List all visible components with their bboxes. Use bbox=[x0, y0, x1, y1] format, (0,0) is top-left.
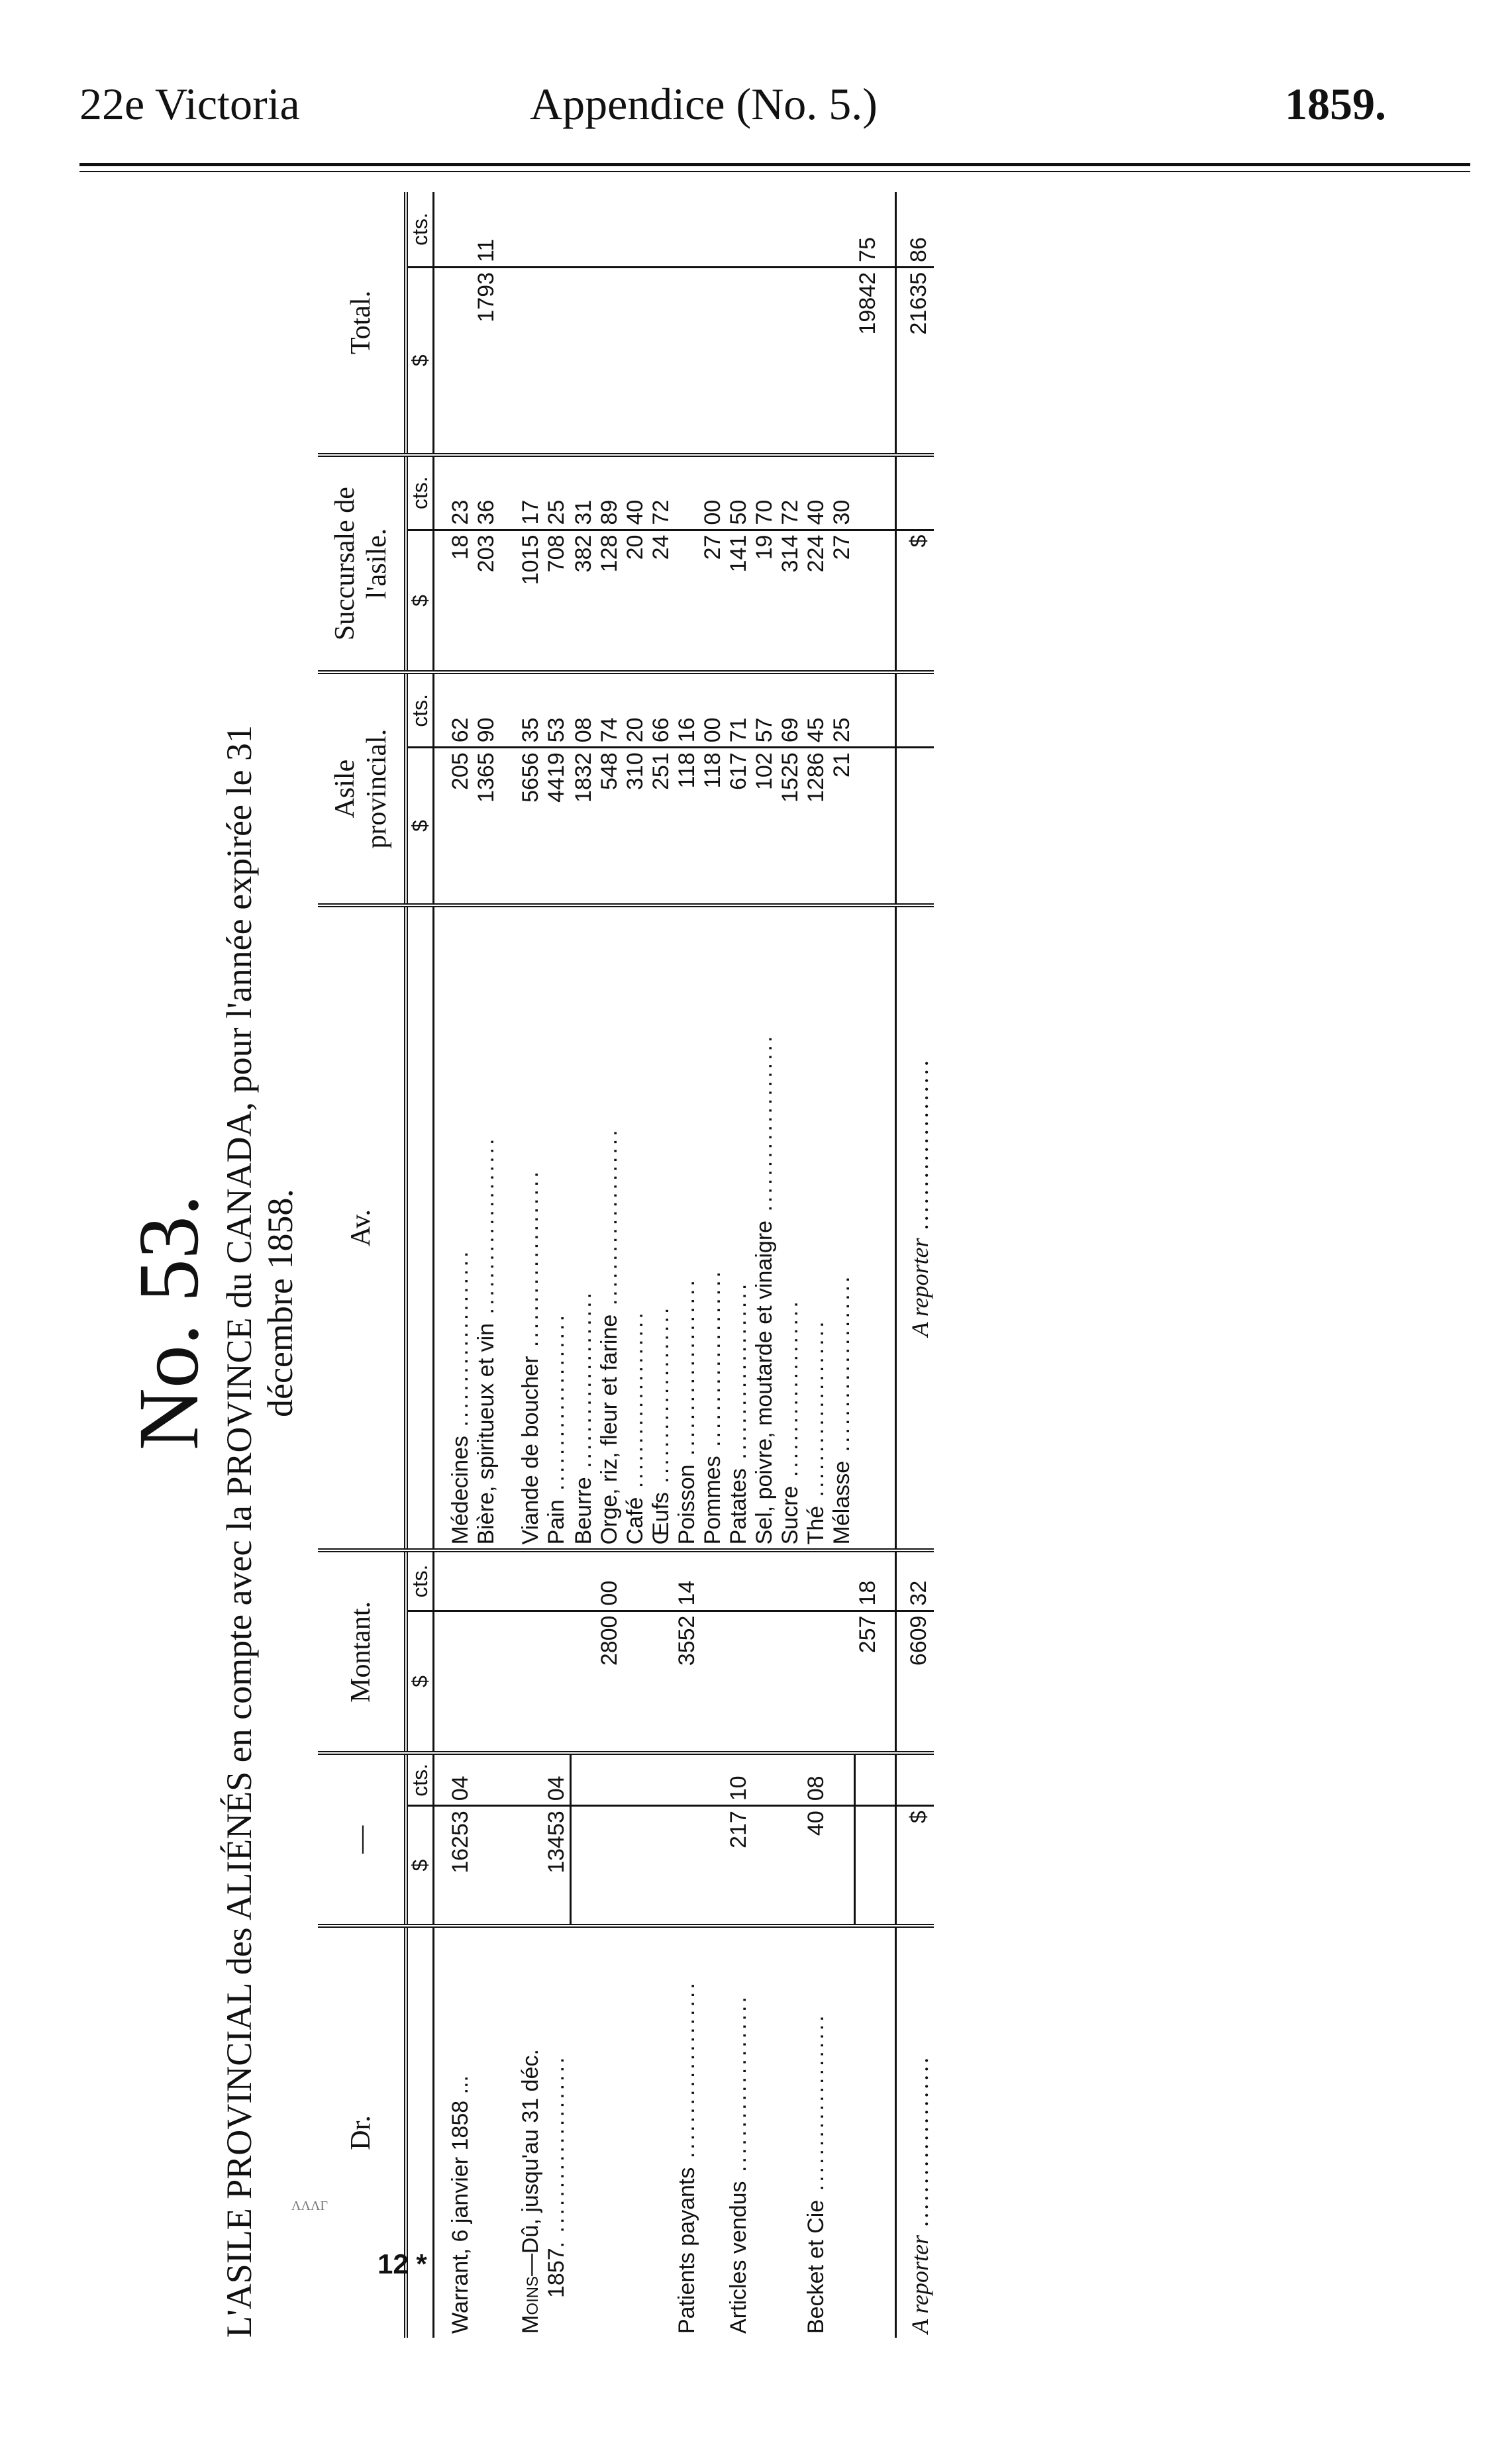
credit-label: Médecines ..... bbox=[434, 905, 474, 1551]
succursale-dollars: 708 bbox=[544, 530, 571, 672]
succursale-dollars: 27 bbox=[829, 530, 855, 672]
account-heading-cont: décembre 1858. bbox=[260, 1189, 300, 1417]
asile-dollars: 617 bbox=[726, 748, 752, 905]
moins-text: —Dû, jusqu'au 31 déc. bbox=[518, 2049, 543, 2276]
debit-cents: 04 bbox=[544, 1753, 571, 1805]
total-dollars: 1793 bbox=[474, 267, 499, 454]
debit-label: Articles vendus ..... bbox=[726, 1926, 752, 2338]
succursale-dollars: 1015 bbox=[499, 530, 544, 672]
asile-dollars: 548 bbox=[597, 748, 623, 905]
header-row bbox=[318, 192, 406, 2338]
debit-label: Becket et Cie ..... bbox=[803, 1926, 829, 2338]
credit-label: Orge, riz, fleur et farine ..... bbox=[597, 905, 623, 1551]
succursale-cents: 40 bbox=[623, 455, 648, 530]
debit-dollar-sign: $ bbox=[895, 1806, 934, 1926]
asile-dollars: 310 bbox=[623, 748, 648, 905]
credit-label: Mélasse ..... bbox=[829, 905, 855, 1551]
succursale-dollars: 27 bbox=[700, 530, 726, 672]
montant-dollars: 3552 bbox=[674, 1611, 700, 1753]
asile-dollars: 118 bbox=[674, 748, 700, 905]
dollar-unit: $ bbox=[406, 1611, 434, 1753]
succursale-dollars: 224 bbox=[803, 530, 829, 672]
credit-label: Pain ..... bbox=[544, 905, 571, 1551]
succursale-cents: 50 bbox=[726, 455, 752, 530]
succursale-cents: 70 bbox=[752, 455, 778, 530]
asile-cents: 00 bbox=[700, 672, 726, 747]
succursale-header-line1: Succursale de bbox=[330, 487, 360, 641]
asile-cents: 66 bbox=[648, 672, 674, 747]
succursale-dollars: 314 bbox=[778, 530, 803, 672]
succursale-dollars: 128 bbox=[597, 530, 623, 672]
succursale-dollars: 24 bbox=[648, 530, 674, 672]
units-row bbox=[406, 192, 434, 2338]
header-rule bbox=[79, 163, 1470, 166]
table-row bbox=[571, 192, 597, 2338]
succursale-cents: 30 bbox=[829, 455, 855, 530]
table-row bbox=[700, 192, 726, 2338]
dollar-unit: $ bbox=[406, 530, 434, 672]
table-row bbox=[726, 192, 752, 2338]
table-row bbox=[597, 192, 623, 2338]
debit-dollars: 16253 bbox=[434, 1806, 474, 1926]
dollar-unit: $ bbox=[406, 748, 434, 905]
asile-cents: 16 bbox=[674, 672, 700, 747]
asile-cents: 71 bbox=[726, 672, 752, 747]
header-rule-thin bbox=[79, 171, 1470, 172]
debit-dollars: 40 bbox=[803, 1806, 829, 1926]
succursale-cents: 72 bbox=[778, 455, 803, 530]
succursale-dollars: 20 bbox=[623, 530, 648, 672]
table-row bbox=[434, 192, 474, 2338]
succursale-header-line2: l'asile. bbox=[362, 528, 392, 599]
debit-label bbox=[499, 1926, 544, 2338]
moins-word: Moins bbox=[518, 2276, 543, 2334]
montant-cents: 14 bbox=[674, 1550, 700, 1611]
succursale-dollars: 19 bbox=[752, 530, 778, 672]
asile-header-line2: provincial. bbox=[362, 728, 392, 849]
av-header: Av. bbox=[318, 905, 406, 1551]
debit-label: Warrant, 6 janvier 1858 ... bbox=[448, 2075, 473, 2334]
credit-label: Œufs ..... bbox=[648, 905, 674, 1551]
cts-unit: cts. bbox=[406, 672, 434, 747]
asile-cents: 45 bbox=[803, 672, 829, 747]
credit-reporter-label: A reporter ..... bbox=[895, 905, 934, 1551]
asile-dollars: 4419 bbox=[544, 748, 571, 905]
account-table bbox=[318, 192, 934, 2338]
succursale-dollars: 382 bbox=[571, 530, 597, 672]
dollar-unit: $ bbox=[406, 267, 434, 454]
asile-dollars: 21 bbox=[829, 748, 855, 905]
montant-cents: 00 bbox=[597, 1550, 623, 1611]
succursale-cents: 72 bbox=[648, 455, 674, 530]
account-heading: L'ASILE PROVINCIAL des ALIÉNÉS en compte avec la PROVINCE du CANADA, pour l'année expirée le 31 bbox=[219, 725, 259, 2338]
credit-label: Pommes ..... bbox=[700, 905, 726, 1551]
asile-cents: 69 bbox=[778, 672, 803, 747]
succursale-header bbox=[318, 455, 406, 673]
asile-cents: 74 bbox=[597, 672, 623, 747]
asile-dollars: 1365 bbox=[474, 748, 499, 905]
table-row bbox=[855, 192, 896, 2338]
total-dollars: 19842 bbox=[855, 267, 896, 454]
succursale-cents: 17 bbox=[499, 455, 544, 530]
asile-cents: 25 bbox=[829, 672, 855, 747]
montant-dollars: 257 bbox=[855, 1611, 896, 1753]
montant-dollars: 2800 bbox=[597, 1611, 623, 1753]
asile-cents: 57 bbox=[752, 672, 778, 747]
table-row bbox=[752, 192, 778, 2338]
running-head-left: 22e Victoria bbox=[79, 79, 300, 129]
credit-label: Patates ..... bbox=[726, 905, 752, 1551]
dollar-unit: $ bbox=[406, 1806, 434, 1926]
asile-dollars: 1832 bbox=[571, 748, 597, 905]
total-cents: 11 bbox=[474, 192, 499, 267]
succursale-cents: 89 bbox=[597, 455, 623, 530]
total-header: Total. bbox=[318, 192, 406, 455]
credit-label: Poisson ..... bbox=[674, 905, 700, 1551]
table-row bbox=[829, 192, 855, 2338]
total-cents: 75 bbox=[855, 192, 896, 267]
credit-label: Sel, poivre, moutarde et vinaigre ..... bbox=[752, 905, 778, 1551]
page-mark: 12 * bbox=[378, 2248, 427, 2279]
cts-unit: cts. bbox=[406, 1550, 434, 1611]
debit-label: 1857. ..... bbox=[544, 1926, 571, 2338]
document-number: No. 53. bbox=[121, 1194, 217, 1450]
asile-header-line1: Asile bbox=[330, 759, 360, 819]
table-row bbox=[803, 192, 829, 2338]
credit-label: Viande de boucher ..... bbox=[499, 905, 544, 1551]
asile-dollars: 1525 bbox=[778, 748, 803, 905]
credit-label: Café ..... bbox=[623, 905, 648, 1551]
montant-dollars: 6609 bbox=[895, 1611, 934, 1753]
asile-dollars: 1286 bbox=[803, 748, 829, 905]
debit-dollars: 13453 bbox=[544, 1806, 571, 1926]
table-row bbox=[499, 192, 544, 2338]
succursale-dollars: 203 bbox=[474, 530, 499, 672]
asile-dollars: 118 bbox=[700, 748, 726, 905]
succursale-cents: 36 bbox=[474, 455, 499, 530]
debit-cents: 10 bbox=[726, 1753, 752, 1805]
succursale-cents bbox=[674, 455, 700, 530]
succursale-dollar-sign: $ bbox=[895, 530, 934, 672]
cts-unit: cts. bbox=[406, 1753, 434, 1805]
running-head-right: 1859. bbox=[1285, 79, 1386, 129]
debit-cents: 04 bbox=[434, 1753, 474, 1805]
succursale-cents: 25 bbox=[544, 455, 571, 530]
credit-label: Beurre ..... bbox=[571, 905, 597, 1551]
asile-cents: 35 bbox=[499, 672, 544, 747]
cts-unit: cts. bbox=[406, 192, 434, 267]
asile-dollars: 251 bbox=[648, 748, 674, 905]
debit-cents: 08 bbox=[803, 1753, 829, 1805]
cts-unit: cts. bbox=[406, 455, 434, 530]
asile-cents: 08 bbox=[571, 672, 597, 747]
stamp-mark: ΛΛΛΓ bbox=[291, 2199, 328, 2213]
asile-dollars: 205 bbox=[434, 748, 474, 905]
succursale-cents: 00 bbox=[700, 455, 726, 530]
asile-dollars: 5656 bbox=[499, 748, 544, 905]
montant-cents: 32 bbox=[895, 1550, 934, 1611]
asile-cents: 62 bbox=[434, 672, 474, 747]
table-row bbox=[623, 192, 648, 2338]
succursale-dollars bbox=[674, 530, 700, 672]
succursale-dollars: 18 bbox=[434, 530, 474, 672]
table-row bbox=[544, 192, 571, 2338]
table-row bbox=[674, 192, 700, 2338]
debit-dollars: 217 bbox=[726, 1806, 752, 1926]
succursale-dollars: 141 bbox=[726, 530, 752, 672]
asile-cents: 20 bbox=[623, 672, 648, 747]
montant-header: Montant. bbox=[318, 1550, 406, 1753]
succursale-cents: 31 bbox=[571, 455, 597, 530]
rotated-page-content bbox=[119, 192, 1397, 2338]
dr-header: Dr. bbox=[318, 1926, 406, 2338]
asile-header bbox=[318, 672, 406, 905]
dash-header: — bbox=[318, 1753, 406, 1926]
total-cents: 86 bbox=[895, 192, 934, 267]
table-row bbox=[474, 192, 499, 2338]
running-head-center: Appendice (No. 5.) bbox=[530, 79, 878, 129]
montant-cents: 18 bbox=[855, 1550, 896, 1611]
debit-reporter-label: A reporter ..... bbox=[895, 1926, 934, 2338]
total-dollars: 21635 bbox=[895, 267, 934, 454]
credit-label: Sucre ..... bbox=[778, 905, 803, 1551]
asile-cents: 90 bbox=[474, 672, 499, 747]
asile-dollars: 102 bbox=[752, 748, 778, 905]
succursale-cents: 23 bbox=[434, 455, 474, 530]
table-row bbox=[778, 192, 803, 2338]
debit-label: Patients payants ..... bbox=[674, 1926, 700, 2338]
asile-cents: 53 bbox=[544, 672, 571, 747]
succursale-cents: 40 bbox=[803, 455, 829, 530]
credit-label: Bière, spiritueux et vin ..... bbox=[474, 905, 499, 1551]
reporter-row bbox=[895, 192, 934, 2338]
credit-label: Thé ..... bbox=[803, 905, 829, 1551]
table-row bbox=[648, 192, 674, 2338]
